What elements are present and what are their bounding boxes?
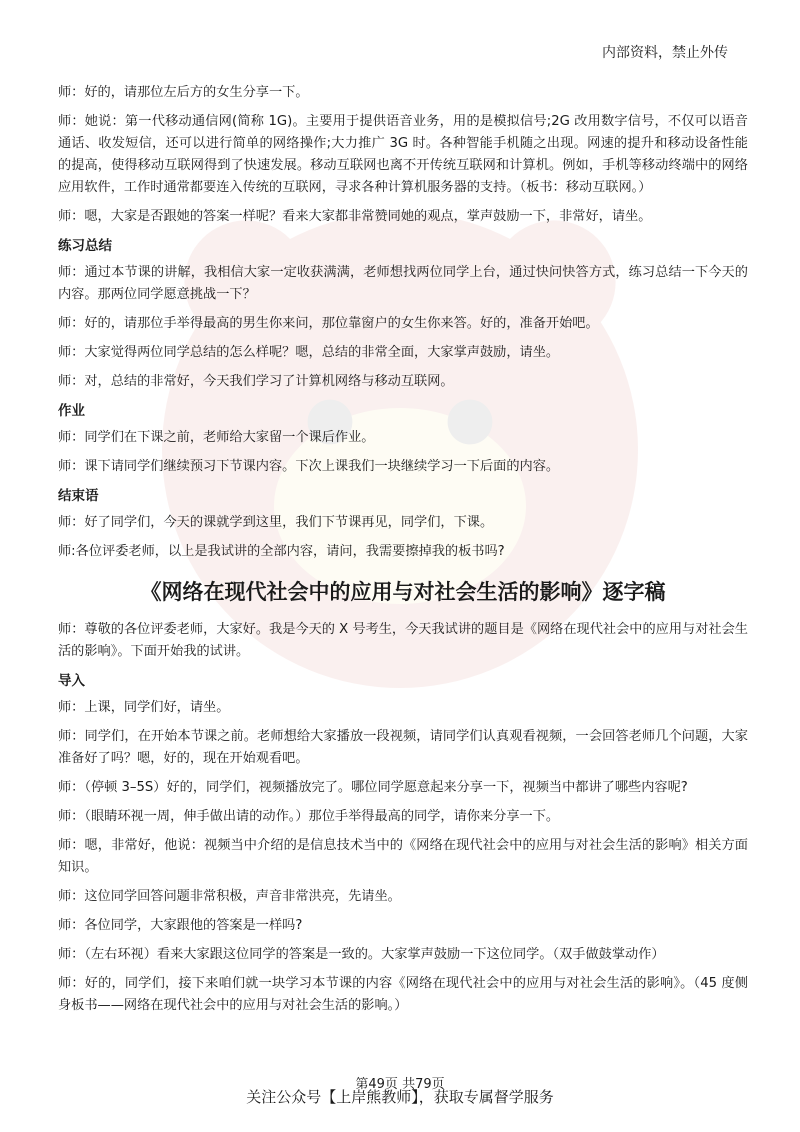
intro-block — [58, 82, 748, 228]
paragraph: 师：嗯，非常好，他说：视频当中介绍的是信息技术当中的《网络在现代社会中的应用与对社会生活的影响》相关方面知识。 — [58, 838, 748, 875]
paragraph: 师：（左右环视）看来大家跟这位同学的答案是一致的。大家掌声鼓励一下这位同学。（双手做鼓掌动作） — [58, 947, 665, 962]
document-title: 《网络在现代社会中的应用与对社会生活的影响》逐字稿 — [140, 580, 666, 604]
paragraph: 师：好的，请那位左后方的女生分享一下。 — [58, 85, 309, 100]
section-closing — [58, 485, 748, 563]
paragraph: 师：嗯，大家是否跟她的答案一样呢？看来大家都非常赞同她的观点，掌声鼓励一下，非常好，请坐。 — [58, 209, 652, 224]
document-body — [58, 82, 748, 1024]
paragraph: 师：大家觉得两位同学总结的怎么样呢？嗯，总结的非常全面，大家掌声鼓励，请坐。 — [58, 345, 560, 360]
paragraph: 师：对，总结的非常好，今天我们学习了计算机网络与移动互联网。 — [58, 374, 454, 389]
paragraph: 师：上课，同学们好，请坐。 — [58, 700, 230, 715]
section-practice-summary — [58, 235, 748, 393]
section-heading: 导入 — [58, 673, 85, 689]
page-number: 第49页 共79页 — [355, 1077, 445, 1092]
opening-paragraph: 师：尊敬的各位评委老师，大家好。我是今天的 X 号考生，今天我试讲的题目是《网络在现代社会中的应用与对社会生活的影响》。下面开始我的试讲。 — [58, 622, 748, 659]
paragraph: 师：好的，同学们，接下来咱们就一块学习本节课的内容《网络在现代社会中的应用与对社会生活的影响》。（45 度侧身板书——网络在现代社会中的应用与对社会生活的影响。） — [58, 976, 748, 1013]
paragraph: 师：同学们在下课之前，老师给大家留一个课后作业。 — [58, 430, 375, 445]
paragraph: 师：（停顿 3–5S）好的，同学们，视频播放完了。哪位同学愿意起来分享一下，视频当中都讲了哪些内容呢? — [58, 780, 688, 795]
section-homework — [58, 400, 748, 478]
paragraph: 师：课下请同学们继续预习下节课内容。下次上课我们一块继续学习一下后面的内容。 — [58, 459, 560, 474]
paragraph: 师：（眼睛环视一周，伸手做出请的动作。）那位手举得最高的同学，请你来分享一下。 — [58, 809, 560, 824]
section-lead-in — [58, 670, 748, 1017]
paragraph: 师：她说：第一代移动通信网(简称 1G)。主要用于提供语音业务，用的是模拟信号;2G 改用数字信号，不仅可以语音通话、收发短信，还可以进行简单的网络操作;大力推广 3G 时。各种智能手机随之出现。网速的提升和移动设备性能的提高，使得移动互联网得到了快速发展。移动互联网也离不开传统互联网和计算机。例如，手机等移动终端中的网络应用软件，工作时通常都要连入传统的互联网，寻求各种计算机服务器的支持。（板书：移动互联网。） — [58, 114, 748, 195]
confidential-note: 内部资料，禁止外传 — [602, 45, 728, 61]
paragraph: 师：同学们，在开始本节课之前。老师想给大家播放一段视频，请同学们认真观看视频，一会回答老师几个问题，大家准备好了吗？嗯，好的，现在开始观看吧。 — [58, 729, 748, 766]
paragraph: 师：这位同学回答问题非常积极，声音非常洪亮，先请坐。 — [58, 889, 401, 904]
paragraph: 师：好了同学们，今天的课就学到这里，我们下节课再见，同学们，下课。 — [58, 515, 494, 530]
paragraph: 师：通过本节课的讲解，我相信大家一定收获满满，老师想找两位同学上台，通过快问快答方式，练习总结一下今天的内容。那两位同学愿意挑战一下？ — [58, 265, 748, 302]
footer-promo: 关注公众号【上岸熊教师】，获取专属督学服务 — [246, 1088, 554, 1106]
section-heading: 作业 — [58, 403, 85, 419]
section-heading: 结束语 — [58, 488, 99, 504]
section-heading: 练习总结 — [58, 238, 112, 254]
paragraph: 师：各位同学，大家跟他的答案是一样吗? — [58, 918, 303, 933]
paragraph: 师:各位评委老师，以上是我试讲的全部内容，请问，我需要擦掉我的板书吗? — [58, 544, 505, 559]
paragraph: 师：好的，请那位手举得最高的男生你来问，那位靠窗户的女生你来答。好的，准备开始吧。 — [58, 316, 599, 331]
